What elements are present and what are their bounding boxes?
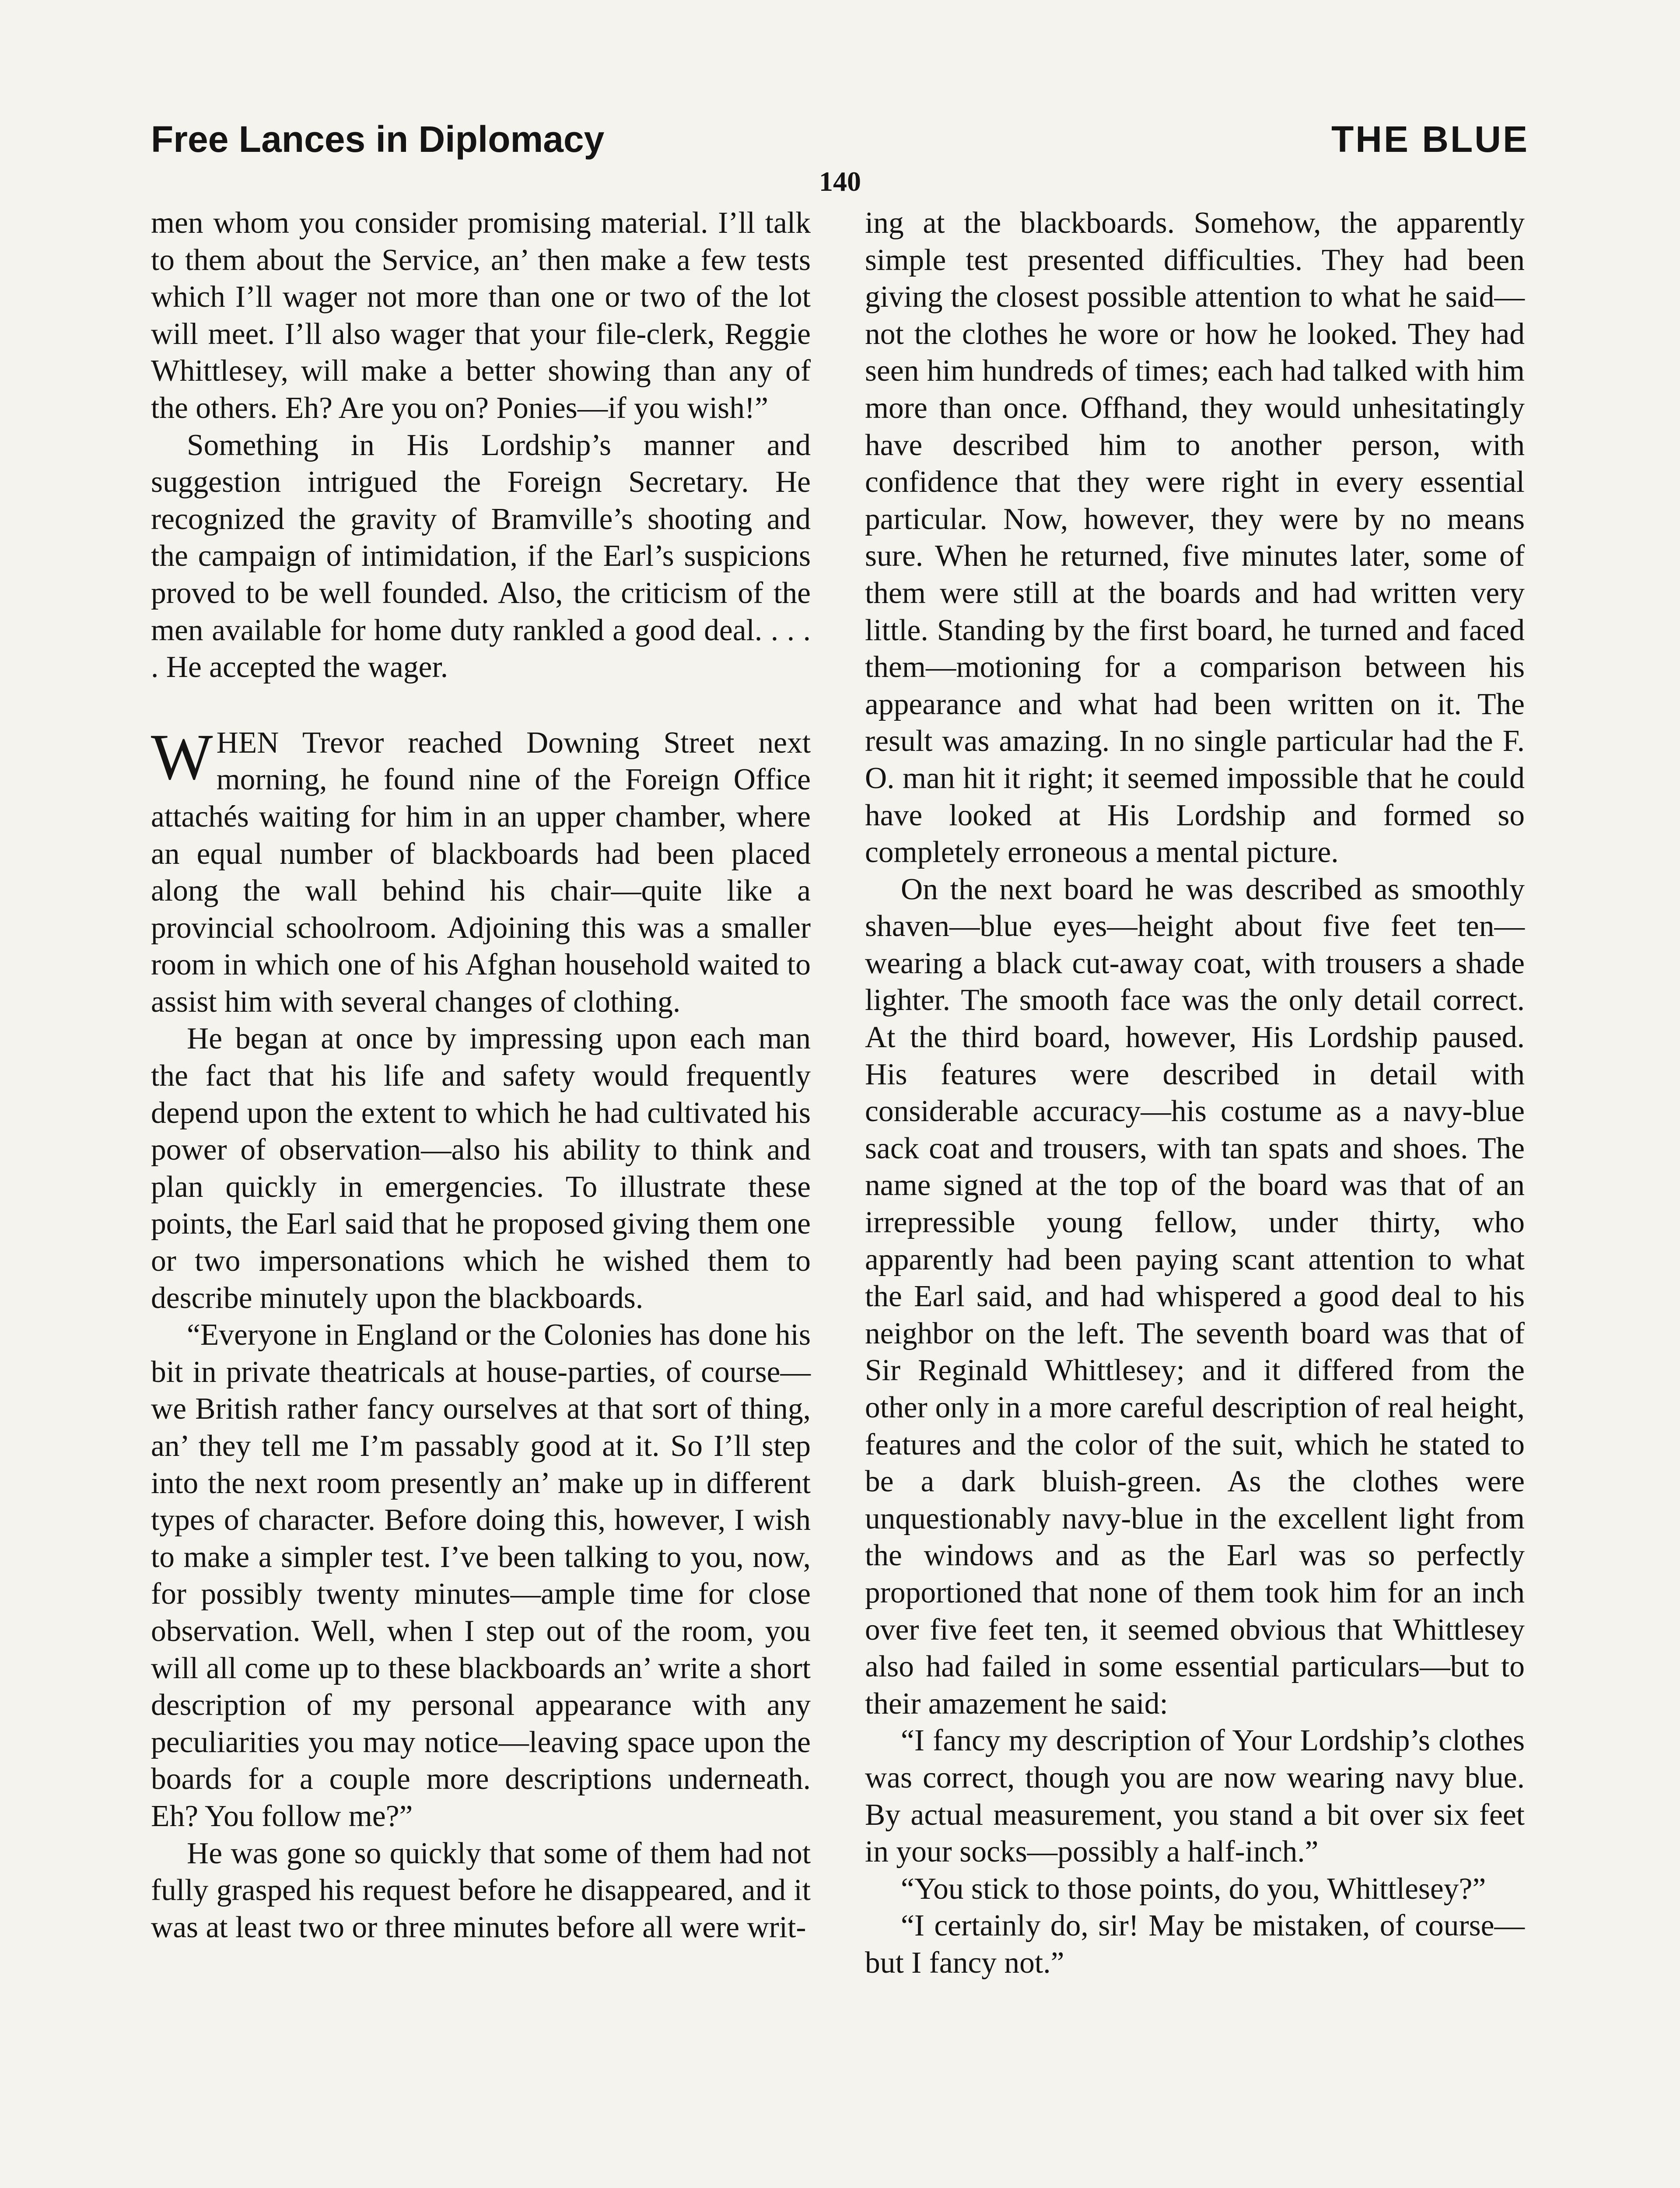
paragraph: ing at the blackboards. Somehow, the apparently simple test presented difficulties. They had been giving the closest possible attention to what he said—not the clothes he wore or how he looked. They had seen him hundreds of times; each had talked with him more than once. Offhand, they would unhesitatingly have described him to another person, with confidence that they were right in every essential particular. Now, however, they were by no means sure. When he returned, five minutes later, some of them were still at the boards and had written very little. Standing by the first board, he turned and faced them—motioning for a comparison between his appearance and what had been written on it. The result was amazing. In no single particular had the F. O. man hit it right; it seemed impossible that he could have looked at His Lordship and formed so completely erroneous a mental picture. [865,206,1525,870]
paragraph: He began at once by impressing upon each man the fact that his life and safety would frequently depend upon the extent to which he had cultivated his power of observation—also his ability to think and plan quickly in emergencies. To illustrate these points, the Earl said that he proposed giving them one or two impersonations which he wished them to describe minutely upon the blackboards. [151,1022,811,1315]
paragraph: On the next board he was described as smoothly shaven—blue eyes—height about five feet ten—wearing a black cut-away coat, with trousers a shade lighter. The smooth face was the only detail correct. At the third board, however, His Lordship paused. His features were described in detail with considerable accuracy—his costume as a navy-blue sack coat and trousers, with tan spats and shoes. The name signed at the top of the board was that of an irrepressible young fellow, under thirty, who apparently had been paying scant attention to what the Earl said, and had whispered a good deal to his neighbor on the left. The seventh board was that of Sir Reginald Whittlesey; and it differed from the other only in a more careful description of real height, features and the color of the suit, which he stated to be a dark bluish-green. As the clothes were unquestionably navy-blue in the excellent light from the windows and as the Earl was so perfectly proportioned that none of them took him for an inch over five feet ten, it seemed obvious that Whittlesey also had failed in some essential particulars—but to their amazement he said: [865,872,1525,1721]
paragraph: men whom you consider promising material. I’ll talk to them about the Service, an’ then make a few tests which I’ll wager not more than one or two of the lot will meet. I’ll also wager that your file-clerk, Reggie Whittlesey, will make a better showing than any of the others. Eh? Are you on? Ponies—if you wish!” [151,206,811,425]
paragraph: Something in His Lordship’s manner and suggestion intrigued the Foreign Secretary. He recognized the gravity of Bramville’s shooting and the campaign of intimidation, if the Earl’s suspicions proved to be well founded. Also, the criticism of the men available for home duty rankled a good deal. . . . . He accepted the wager. [151,428,811,684]
paragraph: “I fancy my description of Your Lordship’s clothes was correct, though you are now wearing navy blue. By actual measurement, you stand a bit over six feet in your socks—possibly a half-inch.” [865,1724,1525,1869]
left-column [151,205,811,1946]
story-title: Free Lances in Diplomacy [151,119,605,160]
running-head [151,118,1529,171]
paragraph: “I certainly do, sir! May be mistaken, of course—but I fancy not.” [865,1909,1525,1980]
page-number: 140 [819,166,861,197]
section-opening-paragraph [151,720,811,1021]
drop-cap: W [151,720,213,793]
magazine-name: THE BLUE [1331,119,1529,160]
paragraph: “You stick to those points, do you, Whittlesey?” [901,1872,1486,1906]
paragraph: He was gone so quickly that some of them had not fully grasped his request before he disappeared, and it was at least two or three minutes before all were writ- [151,1836,811,1944]
paragraph-text: HEN Trevor reached Downing Street next morning, he found nine of the Foreign Office attachés waiting for him in an upper chamber, where an equal number of blackboards had been placed along the wall behind his chair—quite like a provincial schoolroom. Adjoining this was a smaller room in which one of his Afghan household waited to assist him with several changes of clothing. [151,726,811,1019]
right-column [865,205,1525,1982]
paragraph: “Everyone in England or the Colonies has done his bit in private theatricals at house-parties, of course—we British rather fancy ourselves at that sort of thing, an’ they tell me I’m passably good at it. So I’ll step into the next room presently an’ make up in different types of character. Before doing this, however, I wish to make a simpler test. I’ve been talking to you, now, for possibly twenty minutes—ample time for close observation. Well, when I step out of the room, you will all come up to these blackboards an’ write a short description of my personal appearance with any peculiarities you may notice—leaving space upon the boards for a couple more descriptions underneath. Eh? You follow me?” [151,1318,811,1833]
